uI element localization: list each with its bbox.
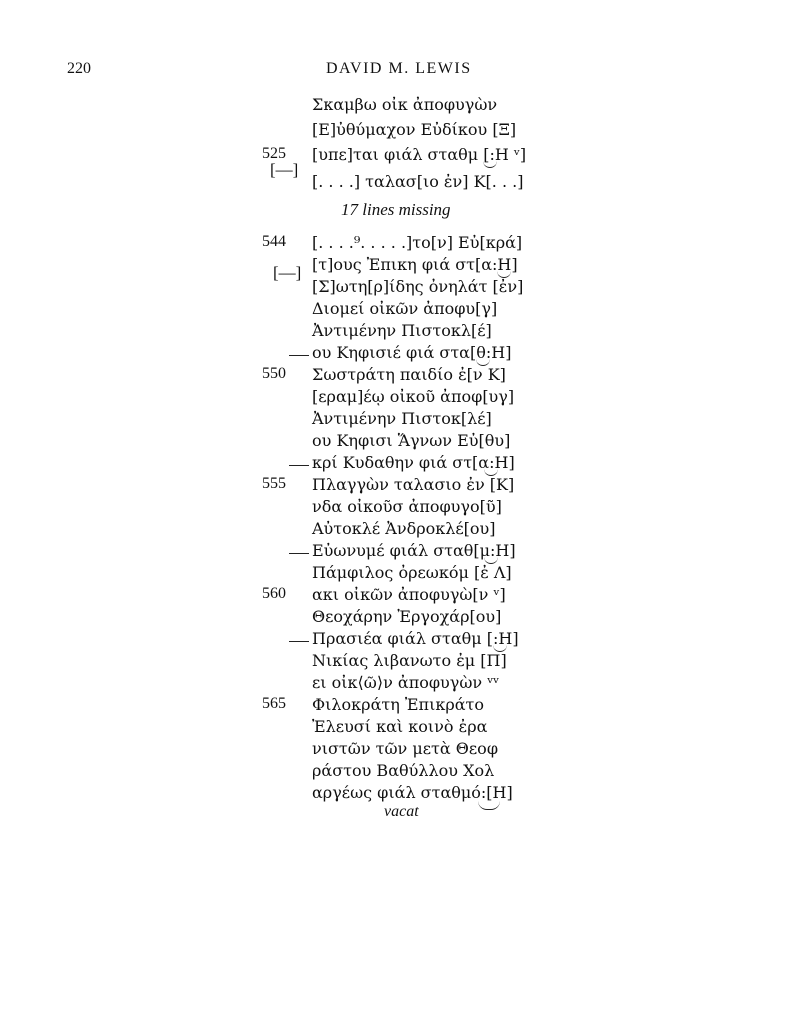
line-number: 525 — [262, 145, 286, 162]
inscription-line: Πάμφιλος ὀρεωκόμ [ἐ Λ] — [312, 563, 512, 582]
group-rule — [289, 641, 309, 642]
inscription-line: ακι οἰκῶν ἀποφυγὼ[ν ᵛ] — [312, 585, 506, 604]
inscription-line: Σκαμβω οἰκ ἀποφυγὼν — [312, 95, 498, 114]
inscription-line: [εραμ]έῳ οἰκοῦ ἀποφ[υγ] — [312, 387, 515, 406]
inscription-line: νιστῶν τῶν μετὰ Θεοφ — [312, 739, 499, 758]
line-number: 565 — [262, 695, 286, 712]
inscription-line: [υπε]ται φιάλ σταθμ [:H ᵛ] — [312, 145, 527, 164]
inscription-line: [Ε]ὐθύμαχον Εὐδίκου [Ξ] — [312, 120, 517, 139]
inscription-line: Θεοχάρην Ἐργοχάρ[ου] — [312, 607, 502, 626]
inscription-line: ράστου Βαθύλλου Χολ — [312, 761, 495, 780]
vacat-note: vacat — [384, 803, 419, 820]
breve-mark — [483, 160, 497, 168]
inscription-line: [Σ]ωτη[ρ]ίδης ὀνηλάτ [ἐν] — [312, 277, 524, 296]
inscription-line: [. . . .⁹. . . . .]το[ν] Εὐ[κρά] — [312, 233, 523, 252]
group-rule — [289, 553, 309, 554]
inscription-line: Ἀντιμένην Πιστοκλ[έ] — [312, 321, 492, 340]
inscription-line: Φιλοκράτη Ἐπικράτο — [312, 695, 485, 714]
running-head: DAVID M. LEWIS — [326, 60, 472, 77]
inscription-line: Αὐτοκλέ Ἀνδροκλέ[ου] — [312, 519, 496, 538]
inscription-line: ου Κηφισιέ φιά στα[θ:H] — [312, 343, 512, 362]
inscription-line: ου Κηφισι Ἅγνων Εὐ[θυ] — [312, 431, 511, 450]
lacuna-note: 17 lines missing — [341, 200, 451, 219]
inscription-line: Ἀντιμένην Πιστοκ[λέ] — [312, 409, 492, 428]
group-rule — [289, 465, 309, 466]
group-rule — [289, 355, 309, 356]
line-number: 555 — [262, 475, 286, 492]
inscription-line: αργέως φιάλ σταθμό:[H] — [312, 783, 513, 802]
inscription-line: κρί Κυδαθην φιά στ[α:H] — [312, 453, 515, 472]
line-number: 544 — [262, 233, 286, 250]
inscription-line: Ἐλευσί καὶ κοινὸ ἐρα — [312, 717, 488, 736]
line-number: 550 — [262, 365, 286, 382]
inscription-line: Πλαγγὼν ταλασιο ἐν [Κ] — [312, 475, 515, 494]
inscription-line: Νικίας λιβανωτο ἐμ [Π] — [312, 651, 507, 670]
inscription-line: νδα οἰκοῦσ ἀποφυγο[ῦ] — [312, 497, 502, 516]
inscription-line: Πρασιέα φιάλ σταθμ [:H] — [312, 629, 519, 648]
line-number: 560 — [262, 585, 286, 602]
side-mark: [—] — [270, 160, 299, 179]
inscription-line: ει οἰκ⟨ῶ⟩ν ἀποφυγὼν ᵛᵛ — [312, 673, 500, 692]
page-number: 220 — [67, 60, 91, 77]
inscription-line: [τ]ους Ἐπικη φιά στ[α:H] — [312, 255, 518, 274]
breve-mark — [478, 801, 500, 810]
inscription-line: Διομεί οἰκῶν ἀποφυ[γ] — [312, 299, 498, 318]
inscription-line: [. . . .] ταλασ[ιο ἐν] Κ[. . .] — [312, 172, 524, 191]
inscription-line: Εὐωνυμέ φιάλ σταθ[μ:H] — [312, 541, 516, 560]
side-mark: [—] — [273, 263, 302, 282]
inscription-line: Σωστράτη παιδίο ἐ[ν Κ] — [312, 365, 506, 384]
